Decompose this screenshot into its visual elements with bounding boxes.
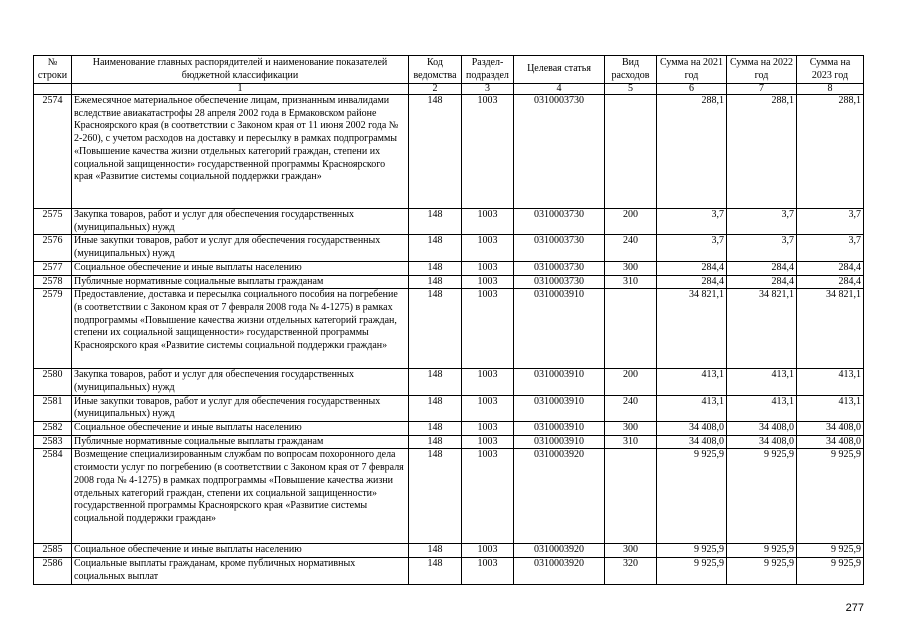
row-dept-code: 148 (409, 289, 462, 369)
row-name: Закупка товаров, работ и услуг для обеспечения государственных (муниципальных) нужд (72, 369, 409, 395)
table-row (34, 235, 864, 261)
row-section: 1003 (462, 235, 514, 261)
row-sum-2021: 34 408,0 (657, 435, 727, 449)
table-row (34, 275, 864, 289)
header-target: Целевая статья (514, 56, 605, 84)
row-dept-code: 148 (409, 435, 462, 449)
row-sum-2021: 34 821,1 (657, 289, 727, 369)
row-sum-2022: 413,1 (727, 369, 797, 395)
row-dept-code: 148 (409, 209, 462, 235)
table-row (34, 209, 864, 235)
row-number: 2586 (34, 558, 72, 584)
row-number: 2576 (34, 235, 72, 261)
header-sum-2023: Сумма на 2023 год (797, 56, 864, 84)
row-sum-2022: 3,7 (727, 235, 797, 261)
column-number: 6 (657, 84, 727, 95)
row-number: 2574 (34, 95, 72, 209)
row-dept-code: 148 (409, 558, 462, 584)
column-number: 4 (514, 84, 605, 95)
row-target-article: 0310003730 (514, 275, 605, 289)
row-section: 1003 (462, 449, 514, 544)
row-sum-2022: 3,7 (727, 209, 797, 235)
table-header-row (34, 56, 864, 84)
row-sum-2023: 9 925,9 (797, 544, 864, 558)
column-number: 3 (462, 84, 514, 95)
row-sum-2021: 284,4 (657, 275, 727, 289)
table-row (34, 289, 864, 369)
header-dept: Код ведомства (409, 56, 462, 84)
table-row (34, 544, 864, 558)
row-sum-2021: 9 925,9 (657, 558, 727, 584)
row-number: 2584 (34, 449, 72, 544)
row-sum-2023: 3,7 (797, 209, 864, 235)
row-target-article: 0310003910 (514, 422, 605, 436)
row-number: 2577 (34, 261, 72, 275)
table-row (34, 435, 864, 449)
row-sum-2023: 34 408,0 (797, 435, 864, 449)
row-name: Закупка товаров, работ и услуг для обеспечения государственных (муниципальных) нужд (72, 209, 409, 235)
row-number: 2580 (34, 369, 72, 395)
table-row (34, 95, 864, 209)
row-sum-2023: 284,4 (797, 261, 864, 275)
row-dept-code: 148 (409, 449, 462, 544)
row-sum-2022: 34 408,0 (727, 435, 797, 449)
row-sum-2022: 284,4 (727, 261, 797, 275)
row-target-article: 0310003730 (514, 209, 605, 235)
row-sum-2023: 3,7 (797, 235, 864, 261)
row-sum-2022: 9 925,9 (727, 449, 797, 544)
table-row (34, 261, 864, 275)
row-name: Иные закупки товаров, работ и услуг для обеспечения государственных (муниципальных) нужд (72, 235, 409, 261)
row-section: 1003 (462, 395, 514, 421)
header-section: Раздел-подраздел (462, 56, 514, 84)
row-sum-2021: 288,1 (657, 95, 727, 209)
row-section: 1003 (462, 261, 514, 275)
row-section: 1003 (462, 435, 514, 449)
row-sum-2021: 34 408,0 (657, 422, 727, 436)
row-expense-type (605, 449, 657, 544)
column-numbers-row (34, 84, 864, 95)
table-row (34, 558, 864, 584)
row-sum-2023: 34 408,0 (797, 422, 864, 436)
row-dept-code: 148 (409, 275, 462, 289)
row-name: Иные закупки товаров, работ и услуг для обеспечения государственных (муниципальных) нужд (72, 395, 409, 421)
row-expense-type: 300 (605, 261, 657, 275)
row-sum-2023: 284,4 (797, 275, 864, 289)
row-number: 2575 (34, 209, 72, 235)
row-section: 1003 (462, 209, 514, 235)
row-target-article: 0310003920 (514, 558, 605, 584)
row-expense-type: 240 (605, 395, 657, 421)
row-sum-2022: 413,1 (727, 395, 797, 421)
budget-table-container (33, 55, 864, 585)
table-body (34, 95, 864, 585)
row-target-article: 0310003730 (514, 235, 605, 261)
table-row (34, 395, 864, 421)
row-section: 1003 (462, 289, 514, 369)
row-expense-type: 300 (605, 544, 657, 558)
row-target-article: 0310003920 (514, 544, 605, 558)
row-name: Социальное обеспечение и иные выплаты населению (72, 544, 409, 558)
header-row-no: № строки (34, 56, 72, 84)
row-dept-code: 148 (409, 235, 462, 261)
row-dept-code: 148 (409, 422, 462, 436)
row-number: 2582 (34, 422, 72, 436)
row-sum-2021: 3,7 (657, 235, 727, 261)
row-name: Публичные нормативные социальные выплаты гражданам (72, 275, 409, 289)
row-sum-2021: 284,4 (657, 261, 727, 275)
row-number: 2583 (34, 435, 72, 449)
header-sum-2021: Сумма на 2021 год (657, 56, 727, 84)
row-target-article: 0310003730 (514, 95, 605, 209)
row-name: Социальное обеспечение и иные выплаты населению (72, 422, 409, 436)
header-expense: Вид расходов (605, 56, 657, 84)
row-sum-2021: 9 925,9 (657, 449, 727, 544)
row-sum-2023: 413,1 (797, 369, 864, 395)
row-section: 1003 (462, 558, 514, 584)
row-expense-type (605, 289, 657, 369)
row-sum-2022: 284,4 (727, 275, 797, 289)
row-target-article: 0310003730 (514, 261, 605, 275)
header-name: Наименование главных распорядителей и наименование показателей бюджетной классификации (72, 56, 409, 84)
row-section: 1003 (462, 275, 514, 289)
row-expense-type (605, 95, 657, 209)
row-sum-2023: 34 821,1 (797, 289, 864, 369)
row-dept-code: 148 (409, 95, 462, 209)
row-dept-code: 148 (409, 369, 462, 395)
table-row (34, 422, 864, 436)
row-sum-2022: 34 821,1 (727, 289, 797, 369)
column-number: 2 (409, 84, 462, 95)
row-expense-type: 310 (605, 275, 657, 289)
row-name: Предоставление, доставка и пересылка социального пособия на погребение (в соответствии с Законом края от 7 февраля 2008 года № 4-1275) в рамках подпрограммы «Повышение качества жизни отдельных категорий граждан, степени их социальной защищенности» государственной программы Красноярского края «Развитие системы социальной поддержки граждан» (72, 289, 409, 369)
row-dept-code: 148 (409, 395, 462, 421)
row-sum-2021: 413,1 (657, 395, 727, 421)
row-sum-2022: 9 925,9 (727, 558, 797, 584)
row-sum-2022: 34 408,0 (727, 422, 797, 436)
row-section: 1003 (462, 422, 514, 436)
row-number: 2585 (34, 544, 72, 558)
row-number: 2578 (34, 275, 72, 289)
row-sum-2021: 9 925,9 (657, 544, 727, 558)
row-name: Возмещение специализированным службам по вопросам похоронного дела стоимости услуг по погребению (в соответствии с Законом края от 7 февраля 2008 года № 4-1275) в рамках подпрограммы «Повышение качества жизни отдельных категорий граждан, степени их социальной защищенности» государственной программы Красноярского края «Развитие системы социальной поддержки граждан» (72, 449, 409, 544)
page-number: 277 (845, 602, 864, 614)
row-number: 2581 (34, 395, 72, 421)
table-row (34, 369, 864, 395)
row-name: Публичные нормативные социальные выплаты гражданам (72, 435, 409, 449)
row-section: 1003 (462, 369, 514, 395)
row-expense-type: 310 (605, 435, 657, 449)
row-name: Социальное обеспечение и иные выплаты населению (72, 261, 409, 275)
header-sum-2022: Сумма на 2022 год (727, 56, 797, 84)
row-section: 1003 (462, 544, 514, 558)
row-expense-type: 300 (605, 422, 657, 436)
table-row (34, 449, 864, 544)
row-target-article: 0310003910 (514, 289, 605, 369)
row-expense-type: 200 (605, 209, 657, 235)
row-target-article: 0310003910 (514, 369, 605, 395)
row-number: 2579 (34, 289, 72, 369)
row-sum-2023: 9 925,9 (797, 449, 864, 544)
row-sum-2023: 413,1 (797, 395, 864, 421)
row-expense-type: 320 (605, 558, 657, 584)
row-dept-code: 148 (409, 544, 462, 558)
budget-table (33, 55, 864, 585)
row-name: Социальные выплаты гражданам, кроме публичных нормативных социальных выплат (72, 558, 409, 584)
row-target-article: 0310003910 (514, 435, 605, 449)
row-sum-2022: 288,1 (727, 95, 797, 209)
row-expense-type: 200 (605, 369, 657, 395)
column-number: 7 (727, 84, 797, 95)
row-expense-type: 240 (605, 235, 657, 261)
row-name: Ежемесячное материальное обеспечение лицам, признанным инвалидами вследствие авиакатастрофы 28 апреля 2002 года в Ермаковском районе Красноярского края (в соответствии с Законом края от 11 июня 2002 года № 2-260), с учетом расходов на доставку и пересылку в рамках подпрограммы «Повышение качества жизни отдельных категорий граждан, степени их социальной защищенности» государственной программы Красноярского края «Развитие системы социальной поддержки граждан» (72, 95, 409, 209)
row-target-article: 0310003920 (514, 449, 605, 544)
row-section: 1003 (462, 95, 514, 209)
column-number: 5 (605, 84, 657, 95)
row-target-article: 0310003910 (514, 395, 605, 421)
row-sum-2023: 9 925,9 (797, 558, 864, 584)
row-sum-2022: 9 925,9 (727, 544, 797, 558)
row-sum-2021: 3,7 (657, 209, 727, 235)
row-sum-2021: 413,1 (657, 369, 727, 395)
column-number: 8 (797, 84, 864, 95)
column-number: 1 (72, 84, 409, 95)
row-dept-code: 148 (409, 261, 462, 275)
row-sum-2023: 288,1 (797, 95, 864, 209)
